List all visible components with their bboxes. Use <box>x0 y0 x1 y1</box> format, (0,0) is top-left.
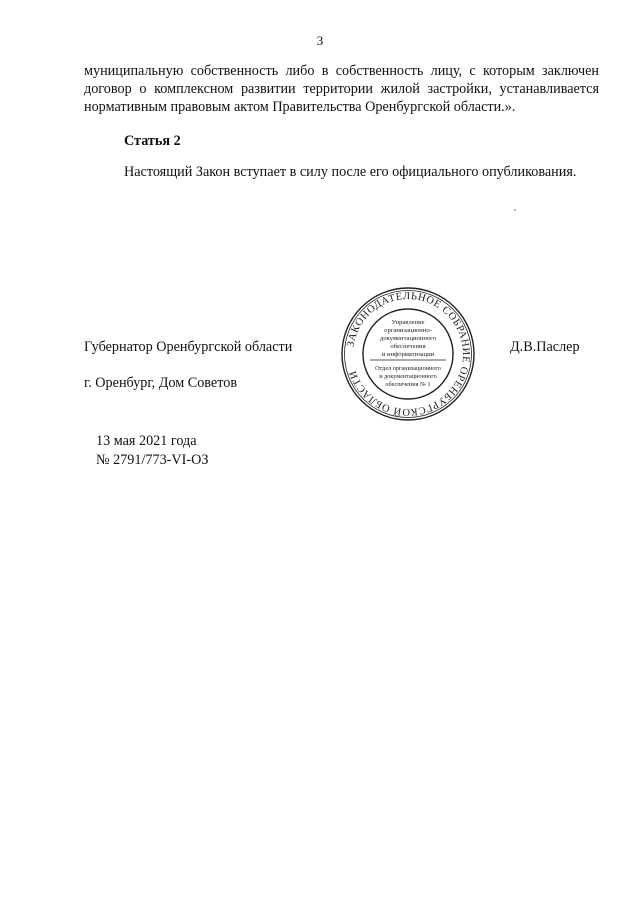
article-heading: Статья 2 <box>124 133 181 149</box>
seal-inner-line: документационного <box>379 335 437 342</box>
page-number: 3 <box>316 33 324 48</box>
seal-inner-line: Управление <box>391 319 425 326</box>
law-number: № 2791/773-VI-ОЗ <box>96 452 209 468</box>
law-date: 13 мая 2021 года <box>96 433 197 449</box>
seal-inner-line: обеспечения <box>390 343 426 350</box>
signing-place: г. Оренбург, Дом Советов <box>84 375 238 391</box>
governor-title: Губернатор Оренбургской области <box>84 339 293 355</box>
seal-bottom-line: и документационного <box>379 373 437 380</box>
seal-inner-line: и информатизации <box>381 351 435 358</box>
paragraph-line: нормативным правовым актом Правительства Оренбургской области.». <box>84 99 516 115</box>
seal-bottom-line: Отдел организационного <box>375 365 441 372</box>
paragraph-continuation <box>84 62 599 116</box>
paragraph-line: муниципальную собственность либо в собственность лицу, с которым заключен <box>84 63 599 79</box>
seal-bottom-line: обеспечения № 1 <box>385 381 431 388</box>
governor-name: Д.В.Паслер <box>510 339 580 355</box>
official-seal <box>340 286 476 422</box>
scan-speck <box>514 209 516 211</box>
article-text: Настоящий Закон вступает в силу после его официального опубликования. <box>124 164 577 180</box>
seal-inner-line: организационно- <box>384 327 432 334</box>
paragraph-line: договор о комплексном развитии территории жилой застройки, устанавливается <box>84 81 599 97</box>
seal-outer-text: ЗАКОНОДАТЕЛЬНОЕ СОБРАНИЕ ОРЕНБУРГСКОЙ ОБЛАСТИ <box>345 290 472 418</box>
